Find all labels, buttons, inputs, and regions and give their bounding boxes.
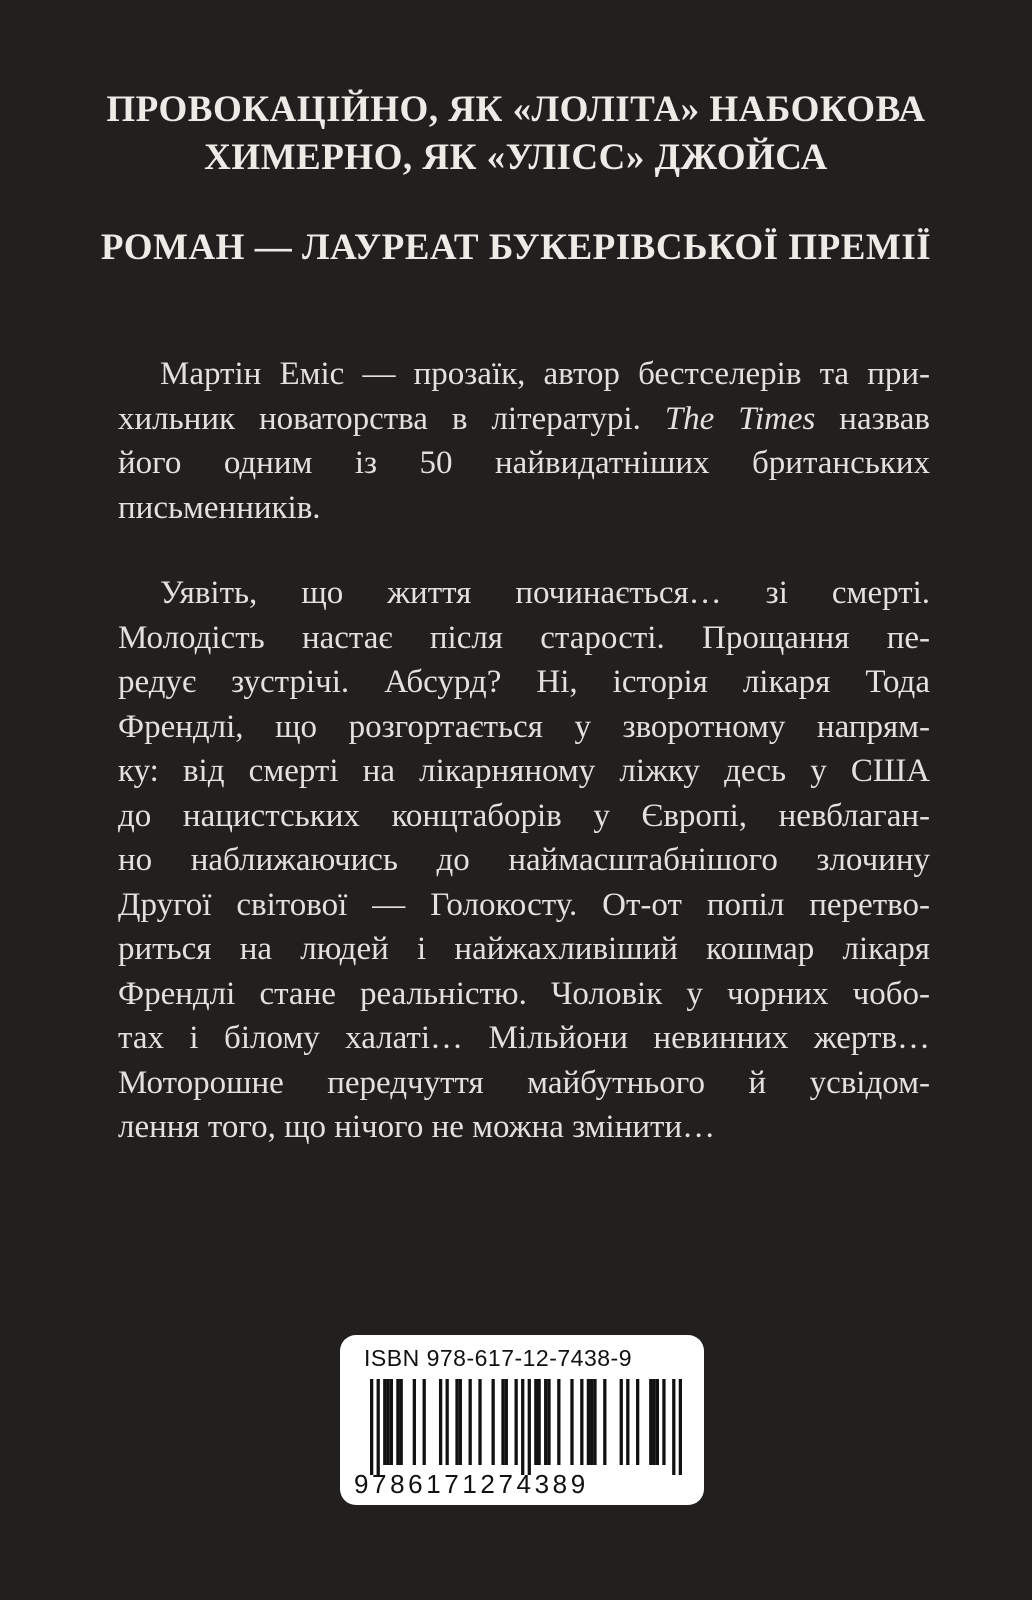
author-paragraph (118, 352, 930, 530)
paragraph-line: но наближаючись до наймасштабнішого злочину (118, 842, 930, 878)
barcode-bar (636, 1379, 639, 1465)
paragraph-line: Другої світової — Голокосту. От-от попіл перетво- (118, 886, 930, 923)
ean-digits: 9786171274389 (354, 1469, 589, 1499)
paragraph-line-text: назвав (839, 400, 931, 437)
barcode-bar (537, 1379, 540, 1465)
barcode-bar (649, 1379, 652, 1465)
barcode-bar (383, 1379, 386, 1465)
barcode-bar (656, 1379, 659, 1465)
barcode-bar (413, 1379, 416, 1465)
paragraph-line: ку: від смерті на лікарняному ліжку десь у США (118, 753, 930, 789)
barcode-bar (459, 1379, 462, 1465)
barcode-bar (505, 1379, 508, 1465)
barcode-bar (593, 1379, 596, 1465)
barcode-bar (547, 1379, 550, 1465)
paragraph-line (118, 397, 930, 442)
paragraph-line: Моторошне передчуття майбутнього й усвідом- (118, 1064, 930, 1101)
barcode-image (370, 1379, 682, 1475)
barcode-bar (679, 1379, 682, 1475)
barcode-bar (455, 1379, 458, 1465)
barcode-bar (400, 1379, 403, 1465)
barcode-bar (478, 1379, 481, 1465)
barcode-bar (603, 1379, 606, 1465)
barcode-bar (570, 1379, 573, 1465)
barcode-bar (390, 1379, 393, 1465)
barcode-bar (620, 1379, 623, 1465)
barcode-bar (370, 1379, 373, 1475)
barcode-bar (557, 1379, 560, 1465)
barcode-bar (662, 1379, 665, 1465)
barcode-bar (439, 1379, 442, 1465)
paragraph-line: риться на людей і найжахливіший кошмар лікаря (118, 931, 930, 967)
synopsis-paragraph (118, 571, 930, 1150)
barcode-bar (580, 1379, 583, 1465)
paragraph-line-text: хильник новаторства в літературі. (118, 400, 641, 437)
paragraph-line: Уявіть, що життя починається… зі смерті. (160, 575, 930, 611)
the-times-italic: The Times (664, 400, 816, 437)
barcode-bar (377, 1379, 380, 1475)
headline-ulysses: ХИМЕРНО, ЯК «УЛІСС» ДЖОЙСА (204, 137, 828, 178)
headline-booker: РОМАН — ЛАУРЕАТ БУКЕРІВСЬКОЇ ПРЕМІЇ (100, 227, 932, 268)
paragraph-line: Молодість настає після старості. Прощання пе- (118, 619, 930, 656)
barcode-bar (515, 1379, 518, 1465)
barcode-bar (590, 1379, 593, 1465)
barcode-bar (492, 1379, 495, 1465)
headline-lolita: ПРОВОКАЦІЙНО, ЯК «ЛОЛІТА» НАБОКОВА (106, 89, 926, 130)
barcode-label (340, 1335, 704, 1505)
barcode-bar (386, 1379, 389, 1465)
barcode-bar (446, 1379, 449, 1465)
paragraph-line: редує зустрічі. Абсурд? Ні, історія лікаря Тода (118, 664, 930, 700)
barcode-bar (423, 1379, 426, 1465)
paragraph-line: письменників. (118, 489, 321, 526)
barcode-bar (521, 1379, 524, 1475)
paragraph-line: Мартін Еміс — прозаїк, автор бестселерів та при- (160, 356, 930, 392)
barcode-bar (534, 1379, 537, 1465)
paragraph-line: до нацистських концтаборів у Європі, невблаган- (118, 797, 930, 834)
paragraph-line: його одним із 50 найвидатніших британських (118, 445, 930, 481)
paragraph-line: Френдлі, що розгортається у зворотному напрям- (118, 708, 930, 745)
paragraph-line: тах і білому халаті… Мільйони невинних жертв… (118, 1020, 930, 1056)
barcode-bar (652, 1379, 655, 1465)
barcode-bar (396, 1379, 399, 1465)
barcode-bar (544, 1379, 547, 1465)
barcode-bar (626, 1379, 629, 1465)
paragraph-line: Френдлі стане реальністю. Чоловік у чорних чобо- (118, 975, 930, 1012)
barcode-bar (528, 1379, 531, 1475)
barcode-bar (587, 1379, 590, 1465)
barcode-bar (501, 1379, 504, 1465)
barcode-bar (672, 1379, 675, 1475)
isbn-text: ISBN 978-617-12-7438-9 (364, 1345, 632, 1371)
paragraph-line: лення того, що нічого не можна змінити… (118, 1109, 716, 1145)
barcode-bar (469, 1379, 472, 1465)
